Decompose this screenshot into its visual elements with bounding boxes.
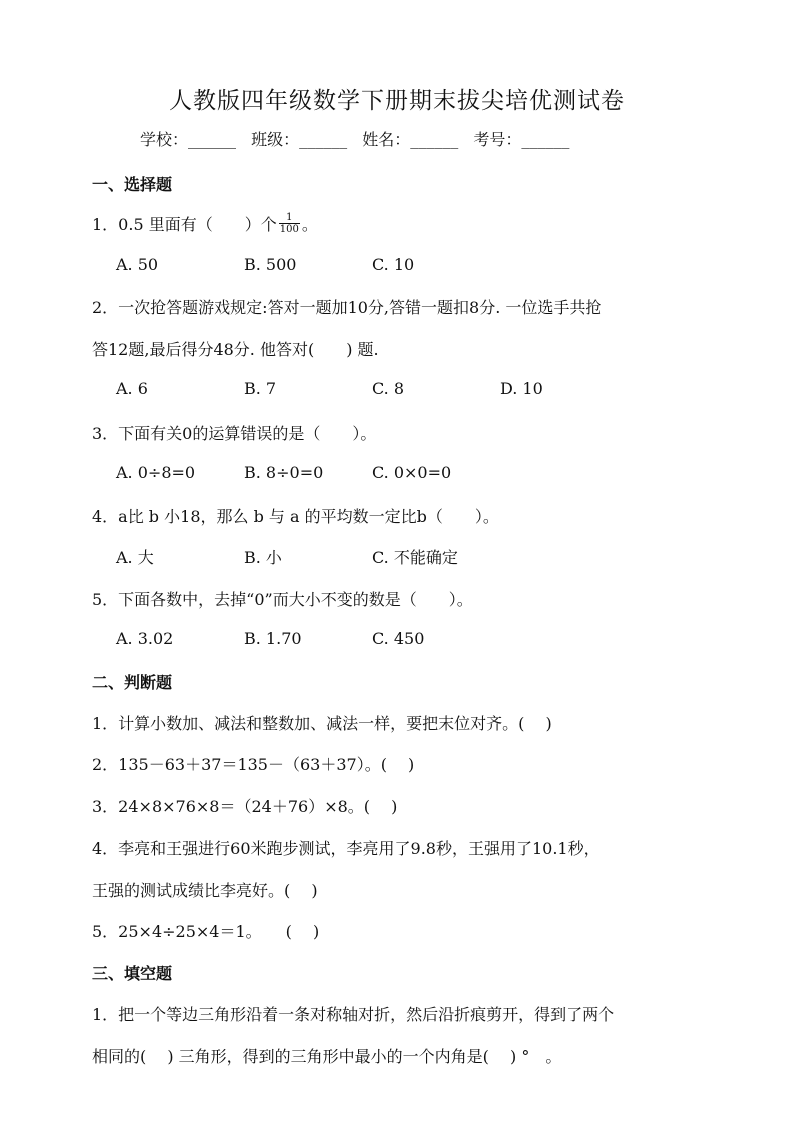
question-text: 1．0.5 里面有（ ）个 — [92, 215, 277, 234]
choice-question-2-line-2: 答12题,最后得分48分. 他答对( ) 题. — [92, 340, 379, 359]
fraction — [279, 212, 300, 235]
option-a: A. 大 — [116, 548, 154, 567]
student-info-row — [140, 127, 579, 150]
section-heading-judge: 二、判断题 — [92, 673, 173, 692]
choice-question-1 — [92, 212, 318, 237]
school-field: 学校：______ — [140, 130, 237, 149]
choice-question-2-line-1: 2．一次抢答题游戏规定:答对一题加10分,答错一题扣8分. 一位选手共抢 — [92, 298, 602, 317]
option-b: B. 1.70 — [244, 629, 302, 648]
option-c: C. 450 — [372, 629, 425, 648]
section-heading-choice: 一、选择题 — [92, 175, 173, 194]
exam-title: 人教版四年级数学下册期末拔尖培优测试卷 — [169, 88, 625, 114]
judge-question-4-line-1: 4．李亮和王强进行60米跑步测试，李亮用了9.8秒，王强用了10.1秒， — [92, 839, 600, 858]
fill-question-1-line-1: 1．把一个等边三角形沿着一条对称轴对折，然后沿折痕剪开，得到了两个 — [92, 1005, 615, 1024]
option-a: A. 6 — [116, 379, 148, 398]
judge-question-4-line-2: 王强的测试成绩比李亮好。( ) — [92, 881, 318, 900]
option-a: A. 0÷8=0 — [116, 463, 196, 482]
judge-question-5: 5．25×4÷25×4＝1。 ( ) — [92, 922, 320, 941]
judge-question-2: 2．135－63＋37＝135－（63＋37）。( ) — [92, 755, 415, 774]
number-field: 考号：______ — [473, 130, 570, 149]
option-a: A. 3.02 — [116, 629, 174, 648]
section-heading-fill: 三、填空题 — [92, 964, 173, 983]
option-b: B. 小 — [244, 548, 282, 567]
option-c: C. 不能确定 — [372, 548, 458, 567]
option-a: A. 50 — [116, 255, 159, 274]
choice-question-3: 3．下面有关0的运算错误的是（ ）。 — [92, 424, 377, 443]
choice-question-5: 5．下面各数中，去掉“0”而大小不变的数是（ ）。 — [92, 590, 473, 609]
question-suffix: 。 — [301, 215, 318, 234]
option-b: B. 8÷0=0 — [244, 463, 324, 482]
option-d: D. 10 — [500, 379, 543, 398]
fraction-denominator: 100 — [279, 224, 299, 235]
name-field: 姓名：______ — [362, 130, 459, 149]
choice-question-4: 4．a比 b 小18，那么 b 与 a 的平均数一定比b（ ）。 — [92, 507, 499, 526]
fraction-numerator: 1 — [279, 212, 300, 224]
option-b: B. 7 — [244, 379, 277, 398]
judge-question-1: 1．计算小数加、减法和整数加、减法一样，要把末位对齐。( ) — [92, 714, 552, 733]
class-field: 班级：______ — [251, 130, 348, 149]
option-b: B. 500 — [244, 255, 297, 274]
fill-question-1-line-2: 相同的( ) 三角形，得到的三角形中最小的一个内角是( ) ° 。 — [92, 1047, 562, 1066]
option-c: C. 10 — [372, 255, 415, 274]
judge-question-3: 3．24×8×76×8＝（24＋76）×8。( ) — [92, 797, 398, 816]
option-c: C. 0×0=0 — [372, 463, 452, 482]
option-c: C. 8 — [372, 379, 405, 398]
